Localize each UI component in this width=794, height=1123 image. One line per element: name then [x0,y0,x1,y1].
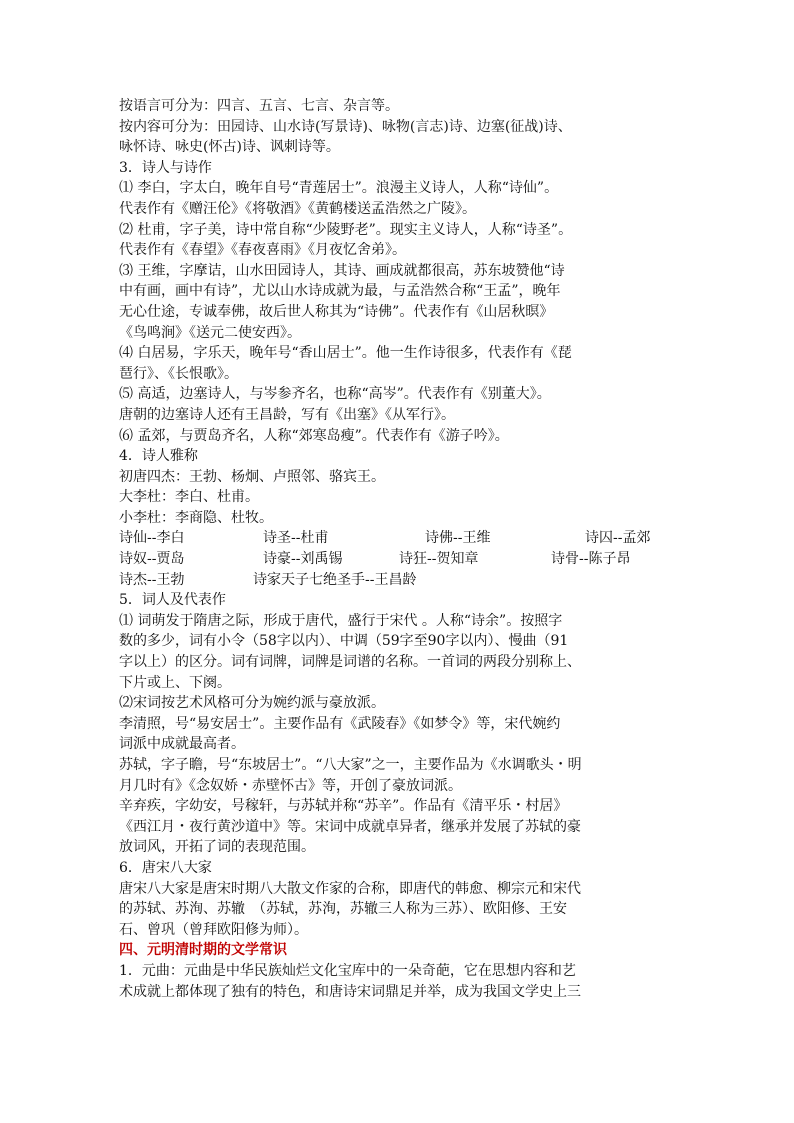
document-page [119,96,699,1002]
text-line: 初唐四杰：王勃、杨炯、卢照邻、骆宾王。 [119,468,385,485]
text-line: 《鸟鸣涧》《送元二使安西》。 [119,324,301,341]
text-line: ⑵ 杜甫，字子美，诗中常自称“少陵野老”。现实主义诗人，人称“诗圣”。 [119,221,573,238]
nickname-cell: 诗豪--刘禹锡 [263,551,343,568]
text-line: 无心仕途，专诚奉佛，故后世人称其为“诗佛”。代表作有《山居秋暝》 [119,303,554,320]
text-line: 石、曾巩（曾拜欧阳修为师）。 [119,921,308,938]
text-line: ⑶ 王维，字摩诘，山水田园诗人，其诗、画成就都很高，苏东坡赞他“诗 [119,262,565,279]
text-line: 大李杜：李白、杜甫。 [119,489,259,506]
text-line: 琶行》、《长恨歌》。 [119,365,238,382]
text-line: ⑷ 白居易，字乐天，晚年号“香山居士”。他一生作诗很多，代表作有《琵 [119,345,572,362]
section-title-ci: 5．词人及代表作 [119,592,226,609]
text-line: ⑹ 孟郊，与贾岛齐名，人称“郊寒岛瘦”。代表作有《游子吟》。 [119,427,509,444]
text-line: 唐宋八大家是唐宋时期八大散文作家的合称，即唐代的韩愈、柳宗元和宋代 [119,880,581,897]
nickname-cell: 诗骨--陈子昂 [551,551,631,568]
text-line: 辛弃疾，字幼安，号稼轩，与苏轼并称“苏辛”。作品有《清平乐・村居》 [119,798,568,815]
nickname-cell: 诗杰--王勃 [119,571,185,588]
paragraph-block-3 [119,961,699,1002]
text-line: 小李杜：李商隐、杜牧。 [119,509,273,526]
text-line: 中有画，画中有诗”，尤以山水诗成就为最，与孟浩然合称“王孟”，晚年 [119,283,561,300]
nickname-cell: 诗家天子七绝圣手--王昌龄 [253,571,417,588]
text-line: ⑴ 词萌发于隋唐之际，形成于唐代，盛行于宋代 。人称“诗余”。按照字 [119,612,563,629]
section-title-eight-masters: 6．唐宋八大家 [119,859,212,876]
paragraph-block-2 [119,590,699,940]
text-line: 的苏轼、苏洵、苏辙 （苏轼，苏洵，苏辙三人称为三苏）、欧阳修、王安 [119,901,567,918]
nickname-cell: 诗圣--杜甫 [263,530,329,547]
nickname-cell: 诗狂--贺知章 [399,551,479,568]
text-line: 唐朝的边塞诗人还有王昌龄，写有《出塞》《从军行》。 [119,406,455,423]
text-line: 按语言可分为：四言、五言、七言、杂言等。 [119,98,399,114]
text-line: ⑵宋词按艺术风格可分为婉约派与豪放派。 [119,695,385,712]
section-heading: 四、元明清时期的文学常识 [119,942,287,959]
paragraph-block-1 [119,96,699,528]
text-line: 术成就上都体现了独有的特色，和唐诗宋词鼎足并举，成为我国文学史上三 [119,983,581,1000]
text-line: 《西江月・夜行黄沙道中》等。宋词中成就卓异者，继承并发展了苏轼的豪 [119,818,581,835]
text-line: ⑸ 高适，边塞诗人，与岑参齐名，也称“高岑”。代表作有《别董大》。 [119,386,551,403]
text-line: 苏轼，字子瞻，号“东坡居士”。“八大家”之一，主要作品为《水调歌头・明 [119,757,582,773]
nickname-table [119,528,699,590]
nickname-cell: 诗仙--李白 [119,530,185,547]
text-line: 字以上）的区分。词有词牌，词牌是词谱的名称。一首词的两段分别称上、 [119,654,581,671]
nickname-row [119,528,699,549]
text-line: 月几时有》《念奴娇・赤壁怀古》等，开创了豪放词派。 [119,777,462,794]
text-line: 下片或上、下阕。 [119,674,231,691]
section-title-nicknames: 4．诗人雅称 [119,448,198,465]
text-line: 词派中成就最高者。 [119,736,245,753]
text-line: 咏怀诗、咏史(怀古)诗、讽刺诗等。 [119,139,340,156]
nickname-row [119,549,699,570]
text-line: 李清照，号“易安居士”。主要作品有《武陵春》《如梦令》等，宋代婉约 [119,715,561,732]
text-line: ⑴ 李白，字太白，晚年自号“青莲居士”。浪漫主义诗人，人称“诗仙”。 [119,180,559,197]
nickname-cell: 诗佛--王维 [425,530,491,547]
nickname-cell: 诗囚--孟郊 [585,530,651,547]
text-line: 1．元曲：元曲是中华民族灿烂文化宝库中的一朵奇葩，它在思想内容和艺 [119,962,576,979]
section-title-poets: 3．诗人与诗作 [119,159,212,176]
text-line: 放词风，开拓了词的表现范围。 [119,839,315,856]
text-line: 代表作有《赠汪伦》《将敬酒》《黄鹤楼送孟浩然之广陵》。 [119,200,476,217]
nickname-row [119,570,699,591]
text-line: 代表作有《春望》《春夜喜雨》《月夜忆舍弟》。 [119,242,406,259]
text-line: 按内容可分为：田园诗、山水诗(写景诗)、咏物(言志)诗、边塞(征战)诗、 [119,118,572,135]
text-line: 数的多少，词有小令（58字以内）、中调（59字至90字以内）、慢曲（91 [119,633,569,650]
nickname-cell: 诗奴--贾岛 [119,551,185,568]
